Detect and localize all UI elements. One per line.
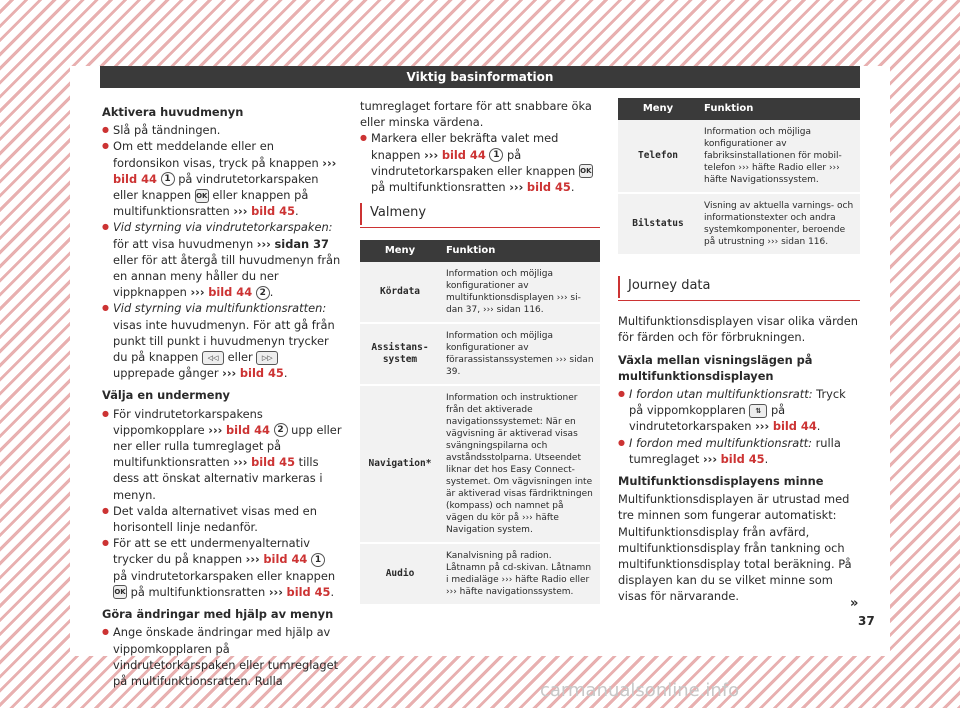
menu-cell: Assistanssystem [360,323,440,385]
bullet-mf-wheel: ● I fordon med multifunktionsratt: rulla tumreglaget ››› bild 45. [618,435,860,467]
ref-arrow: ››› [424,147,439,162]
bullet-selected-line [102,503,342,535]
bullet-text: på multifunktionsratten [371,180,506,195]
table-row [360,323,600,385]
callout-2-icon: 2 [256,286,270,300]
bullet-text: visas inte huvudmenyn. För att gå från punkt till punkt i huvudmenyn trycker du på knappen [113,317,335,365]
column-header-menu: Meny [618,98,698,120]
bullet-ignition [102,122,342,138]
heading-memory: Multifunktionsdisplayens minne [618,474,824,489]
bullet-text: på vindrutetorkarspaken eller knappen [113,171,319,203]
ref-arrow: ››› [245,552,260,567]
menu-table-continued [618,98,860,256]
bullet-italic: Vid styrning via vindrutetorkarspaken: [113,220,333,235]
menu-cell: Kördata [360,262,440,323]
function-cell: Information och möjliga konfigurationer av multifunktionsdisplayen ››› sidan 37, ››› sidan 116. [440,262,600,323]
bullet-text: på vindrutetorkarspaken eller knappen [113,568,336,583]
ok-button-icon: OK [195,189,209,203]
function-cell: Visning av aktuella varnings- och informationstexter och andra systemkomponenter, beroende på utrustning ››› sidan 116. [698,193,860,255]
section-title-journey-data: Journey data [618,278,860,301]
bullet-confirm: ● Markera eller bekräfta valet med knappen ››› bild 44 1 på vindrutetorkarspaken eller knappen OK på multifunktionsratten ››› bild 45. [360,130,600,195]
callout-1-icon: 1 [311,553,325,567]
function-cell: Information och möjliga konfigurationer av fabriksinstallationen för mobiltelefon ››› häfte Radio eller ››› häfte Navigationssystem. [698,120,860,193]
bullet-text: på vindrutetorkarspaken [629,403,786,434]
ref-arrow: ››› [268,584,283,599]
column-3 [618,98,860,605]
right-arrow-button-icon: ▷▷ [256,351,278,365]
figure-link[interactable]: bild 45 [239,366,284,381]
bullet-text: Tryck på vippomkopplaren [629,387,846,418]
bullet-italic: I fordon utan multifunktionsratt: [629,387,813,402]
menu-cell: Navigation* [360,385,440,543]
heading-changes: Göra ändringar med hjälp av menyn [102,607,334,622]
paragraph: tumreglaget fortare för att snabbare öka eller minska värdena. [360,99,592,130]
paragraph: Multifunktionsdisplayen visar olika värden för färden och för förbrukningen. [618,314,859,345]
table-row [360,385,600,543]
ref-arrow: ››› [208,422,223,437]
page-header: Viktig basinformation [100,66,860,88]
section-title-valmeny: Valmeny [360,205,600,228]
table-row [618,120,860,193]
figure-link[interactable]: bild 44 [263,552,308,567]
menu-cell: Bilstatus [618,193,698,255]
bullet-text: för att visa huvudmenyn [113,236,254,251]
figure-link[interactable]: bild 44 [441,147,486,162]
page-number: 37 [858,614,875,628]
column-header-function: Funktion [440,240,600,262]
heading-switch-display: Växla mellan visningslägen på multifunktionsdisplayen [618,352,813,383]
ref-arrow: ››› [222,366,237,381]
callout-1-icon: 1 [489,148,503,162]
rocker-switch-icon: ⇅ [749,404,767,418]
bullet-wiper-control: ● Vid styrning via vindrutetorkarspaken: för att visa huvudmenyn ››› sidan 37 eller för att återgå till huvudmenyn från en annan meny håller du ner vippknappen ››› bild 44 2 . [102,219,342,300]
left-arrow-button-icon: ◁◁ [202,351,224,365]
bullet-text: Det valda alternativet visas med en horisontell linje nedanför. [113,503,317,535]
ref-arrow: ››› [509,180,524,195]
callout-2-icon: 2 [274,423,288,437]
figure-link[interactable]: bild 44 [113,171,157,186]
bullet-message: ● Om ett meddelande eller en fordonsikon visas, tryck på knappen ››› bild 44 1 på vindrutetorkarspaken eller knappen OK eller knappen på multifunktionsratten ››› bild 45. [102,138,342,219]
ok-button-icon: OK [579,164,593,178]
bullet-text: på vindrutetorkarspaken eller knappen [371,147,576,178]
bullet-text: För vindrutetorkarspakens vippomkopplare [113,406,263,437]
figure-link[interactable]: bild 45 [251,204,296,219]
bullet-text: rulla tumreglaget [629,435,841,466]
bullet-view-submenu: ● För att se ett undermenyalternativ trycker du på knappen ››› bild 44 1 på vindrutetorkarspaken eller knappen OK på multifunktionsratten ››› bild 45. [102,535,342,600]
column-1 [102,98,342,689]
function-cell: Information och möjliga konfigurationer av förarassistanssystemen ››› sidan 39. [440,323,600,385]
column-header-function: Funktion [698,98,860,120]
figure-link[interactable]: bild 44 [225,422,270,437]
bullet-text: eller [227,350,253,365]
table-row [360,543,600,605]
ref-arrow: ››› [190,285,205,300]
bullet-italic: Vid styrning via multifunktionsratten: [113,301,327,316]
figure-link[interactable]: bild 45 [720,451,765,466]
bullet-italic: I fordon med multifunktionsratt: [629,435,812,450]
ref-arrow: ››› [233,455,248,470]
table-header [618,98,860,120]
callout-1-icon: 1 [161,172,175,186]
watermark: carmanualsonline.info [540,680,740,701]
bullet-text: Ange önskade ändringar med hjälp av vippomkopplaren på vindrutetorkarspaken eller tumreglaget på multifunktionsratten. Rulla [113,625,339,688]
page-link[interactable]: sidan 37 [274,236,329,251]
ref-arrow: ››› [702,451,718,466]
bullet-text: För att se ett undermenyalternativ trycker du på knappen [113,536,310,567]
bullet-text: Slå på tändningen. [113,123,221,138]
menu-table [360,240,600,606]
figure-link[interactable]: bild 45 [286,584,331,599]
function-cell: Information och instruktioner från det aktiverade navigationssystemet: När en vägvisning är aktiverad visas svängningspilarna och avståndsstolparna. Utseendet liknar det hos Easy Connect-systemet. Om vägvisningen inte är aktiverad visas färdriktningen (kompass) och namnet på vägen du kör på ››› häfte Navigation system. [440,385,600,543]
menu-cell: Telefon [618,120,698,193]
column-2 [360,98,600,606]
bullet-no-mf-wheel: ● I fordon utan multifunktionsratt: Tryck på vippomkopplaren ⇅ på vindrutetorkarspaken ››› bild 44. [618,386,860,435]
bullet-text: eller för att återgå till huvudmenyn från en annan meny håller du ner vippknappen [113,252,341,300]
ref-arrow: ››› [755,419,770,434]
ref-arrow: ››› [256,236,271,251]
bullet-text: tills dess att önskat alternativ markeras i menyn. [113,455,323,502]
figure-link[interactable]: bild 44 [772,419,817,434]
bullet-select-submenu [102,406,342,503]
heading-activate-main-menu: Aktivera huvudmenyn [102,105,244,119]
paragraph: Multifunktionsdisplayen är utrustad med tre minnen som fungerar automatiskt: Multifunktionsdisplay från avfärd, multifunktionsdisplay från tankning och multifunktionsdisplay total beräkning. På displayen kan du se vilket minne som visas för närvarande. [618,492,852,604]
bullet-text: eller knappen på multifunktionsratten [113,188,309,219]
bullet-text: på multifunktionsratten [130,584,266,599]
continue-icon: » [850,596,859,611]
column-header-menu: Meny [360,240,440,262]
menu-cell: Audio [360,543,440,605]
bullet-text: Markera eller bekräfta valet med knappen [371,131,559,162]
bullet-text: upprepade gånger [113,366,219,381]
figure-link[interactable]: bild 45 [251,455,296,470]
bullet-text: Om ett meddelande eller en fordonsikon visas, tryck på knappen [113,139,319,170]
ref-arrow: ››› [322,155,337,170]
ok-button-icon: OK [113,585,127,599]
heading-submenu: Välja en undermeny [102,388,230,403]
table-header [360,240,600,262]
ref-arrow: ››› [233,204,248,219]
bullet-make-changes [102,624,342,689]
figure-link[interactable]: bild 45 [526,180,571,195]
bullet-steering-wheel-control: ● Vid styrning via multifunktionsratten: visas inte huvudmenyn. För att gå från punkt till punkt i huvudmenyn trycker du på knappen ◁◁ eller ▷▷ upprepade gånger ››› bild 45. [102,300,342,381]
figure-link[interactable]: bild 44 [208,285,253,300]
table-row [618,193,860,255]
function-cell: Kanalvisning på radion. Låtnamn på cd-skivan. Låtnamn i medialäge ››› häfte Radio eller ››› häfte navigationssystem. [440,543,600,605]
bullet-text: upp eller ner eller rulla tumreglaget på multifunktionsratten [113,422,342,470]
table-row [360,262,600,323]
